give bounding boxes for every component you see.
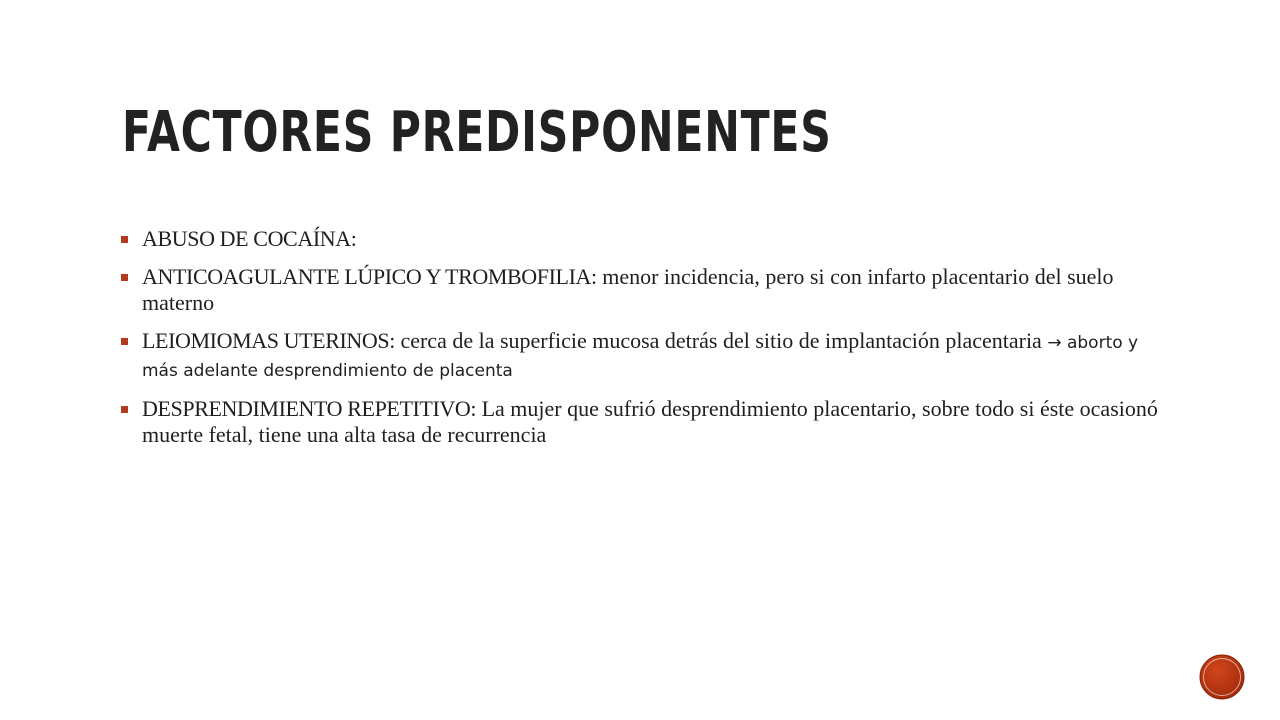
bullet-item-leiomyomas [120, 328, 1160, 384]
square-bullet-icon [121, 274, 128, 281]
bullet-text: menor incidencia, pero si con infarto placentario del suelo materno [142, 264, 1114, 315]
bullet-list [120, 226, 1160, 460]
square-bullet-icon [121, 406, 128, 413]
bullet-item-anticoagulant [120, 264, 1160, 316]
slide-number-badge-icon [1199, 654, 1245, 700]
bullet-keyword: LEIOMIOMAS UTERINOS: [142, 328, 395, 353]
bullet-item-repeat-abruption [120, 396, 1160, 448]
bullet-keyword: ABUSO DE COCAÍNA: [142, 226, 357, 251]
square-bullet-icon [121, 236, 128, 243]
slide-title: FACTORES PREDISPONENTES [122, 100, 832, 165]
bullet-keyword: ANTICOAGULANTE LÚPICO Y TROMBOFILIA: [142, 264, 597, 289]
bullet-note: → aborto y más adelante desprendimiento de placenta [142, 333, 1139, 381]
bullet-item-cocaine [120, 226, 1160, 252]
square-bullet-icon [121, 338, 128, 345]
bullet-text: cerca de la superficie mucosa detrás del sitio de implantación placentaria [394, 328, 1048, 353]
bullet-text: La mujer que sufrió desprendimiento placentario, sobre todo si éste ocasionó muerte fetal, tiene una alta tasa de recurrencia [142, 396, 1158, 447]
bullet-keyword: DESPRENDIMIENTO REPETITIVO: [142, 396, 477, 421]
